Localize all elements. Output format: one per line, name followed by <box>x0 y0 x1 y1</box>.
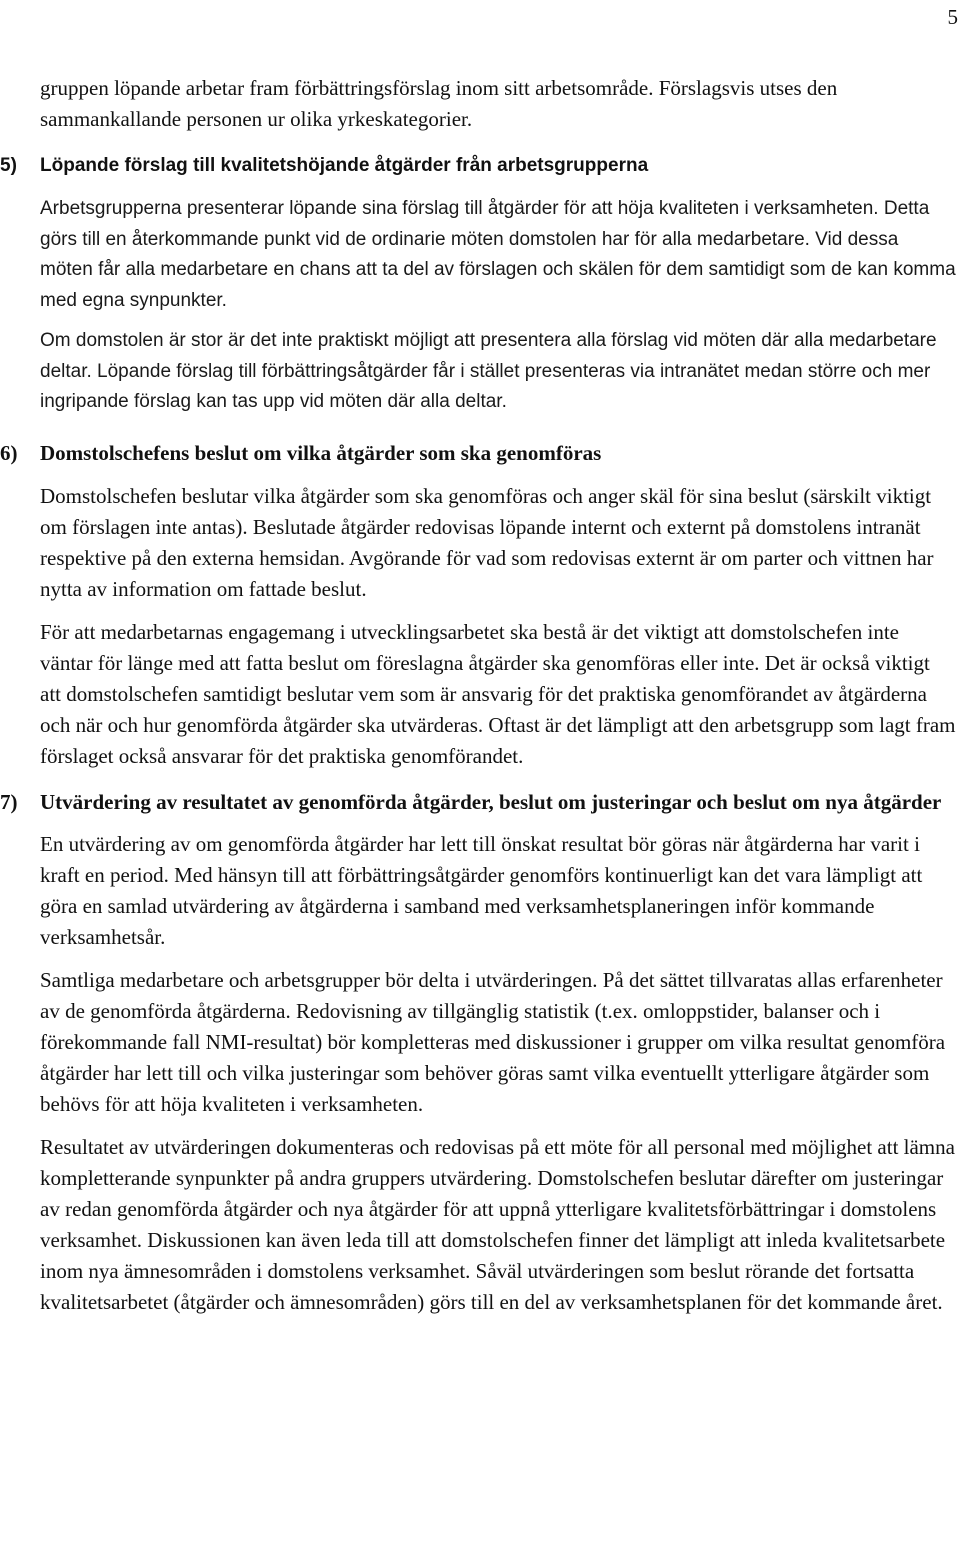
section-7-paragraph-2: Samtliga medarbetare och arbetsgrupper bör delta i utvärderingen. På det sättet tillvaratas allas erfarenheter av de genomförda åtgärderna. Redovisning av tillgänglig statistik (t.ex. omloppstider, balanser och i förekommande fall NMI-resultat) bör kompletteras med diskussioner i grupper om vilka resultat genomföra åtgärder har lett till och vilka justeringar som behöver göras samt vilka eventuellt ytterligare åtgärder som behövs för att höja kvaliteten i verksamheten. <box>40 967 946 1116</box>
page-number: 5 <box>947 5 958 29</box>
section-7-title: Utvärdering av resultatet av genomförda åtgärder, beslut om justeringar och beslut om nya åtgärder <box>40 789 942 814</box>
section-5-title: Löpande förslag till kvalitetshöjande åtgärder från arbetsgrupperna <box>40 155 649 176</box>
section-6-paragraph-2: För att medarbetarnas engagemang i utvecklingsarbetet ska bestå är det viktigt att domstolschefen inte väntar för länge med att fatta beslut om föreslagna åtgärder ska genomföras eller inte. Det är också viktigt att domstolschefen samtidigt beslutar vem som är ansvarig för det praktiska genomförandet av åtgärderna och när och hur genomförda åtgärder ska utvärderas. Oftast är det lämpligt att den arbetsgrupp som lagt fram förslaget också ansvarar för det praktiska genomförandet. <box>40 619 956 768</box>
section-6-number: 6) <box>0 440 18 465</box>
section-6-heading <box>0 438 956 469</box>
section-5-number: 5) <box>0 155 17 176</box>
section-5-paragraph-1: Arbetsgrupperna presenterar löpande sina förslag till åtgärder för att höja kvaliteten i verksamheten. Detta görs till en återkommande punkt vid de ordinarie möten domstolen har för alla medarbetare. Vid dessa möten får alla medarbetare en chans att ta del av förslagen och skälen för dem samtidigt som de kan komma med egna synpunkter. <box>40 198 956 311</box>
section-6-title: Domstolschefens beslut om vilka åtgärder som ska genomföras <box>40 440 602 465</box>
section-6-paragraph-1: Domstolschefen beslutar vilka åtgärder som ska genomföras och anger skäl för sina beslut (särskilt viktigt om förslagen inte antas). Beslutade åtgärder redovisas löpande internt och externt på domstolens intranät respektive på den externa hemsidan. Avgörande för vad som redovisas externt är om parter och vittnen har nytta av information om fattade beslut. <box>40 483 934 601</box>
section-7-paragraph-3: Resultatet av utvärderingen dokumenteras och redovisas på ett möte för all personal med möjlighet att lämna kompletterande synpunkter på andra gruppers utvärdering. Domstolschefen beslutar därefter om justeringar av redan genomförda åtgärder och nya åtgärder för att uppnå ytterligare kvalitetsförbättringar i domstolens verksamhet. Diskussionen kan även leda till att domstolschefen finner det lämpligt att inleda kvalitetsarbete inom nya ämnesområden i domstolens verksamhet. Såväl utvärderingen som beslut rörande det fortsatta kvalitetsarbetet (åtgärder och ämnesområden) görs till en del av verksamhetsplanen för det kommande året. <box>40 1134 955 1314</box>
section-5-heading <box>0 151 956 181</box>
intro-paragraph: gruppen löpande arbetar fram förbättringsförslag inom sitt arbetsområde. Förslagsvis utses den sammankallande personen ur olika yrkeskategorier. <box>40 76 838 131</box>
section-7-number: 7) <box>0 789 18 814</box>
section-7-paragraph-1: En utvärdering av om genomförda åtgärder har lett till önskat resultat bör göras när åtgärderna har varit i kraft en period. Med hänsyn till att förbättringsåtgärder genomförs kontinuerligt kan det vara lämpligt att göra en samlad utvärdering av åtgärderna i samband med verksamhetsplaneringen inför kommande verksamhetsår. <box>40 831 923 949</box>
section-5-paragraph-2: Om domstolen är stor är det inte praktiskt möjligt att presentera alla förslag vid möten där alla medarbetare deltar. Löpande förslag till förbättringsåtgärder får i stället presenteras via intranätet medan större och mer ingripande förslag kan tas upp vid möten där alla deltar. <box>40 330 937 412</box>
document-body <box>0 73 956 1318</box>
section-7-heading <box>0 787 956 818</box>
